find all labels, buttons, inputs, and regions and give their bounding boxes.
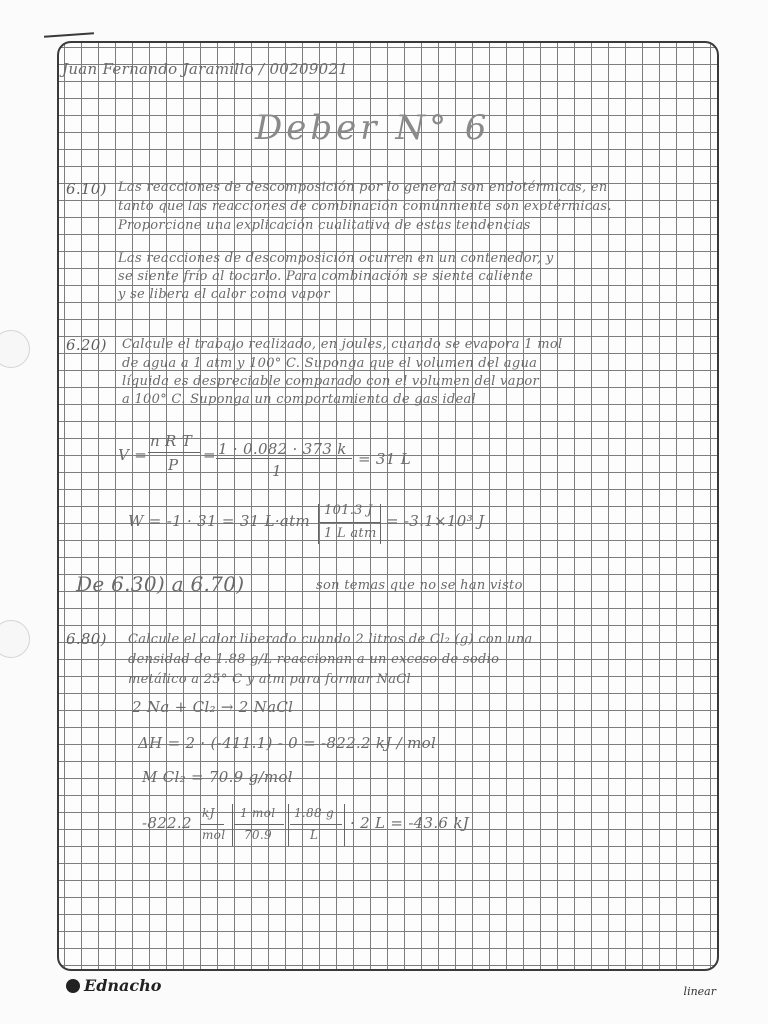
conversion-bar	[288, 804, 289, 846]
answer-text-line: y se libera el calor como vapor	[118, 287, 330, 302]
equals-sign: =	[203, 446, 216, 464]
fraction-bar	[318, 522, 380, 523]
problem-text-line: líquida es despreciable comparado con el volumen del vapor	[122, 374, 540, 389]
page-title: Deber N° 6	[255, 108, 491, 148]
fraction-bar	[216, 458, 352, 459]
conversion-bar	[344, 804, 345, 846]
equation-result: = -3.1×10³ J	[386, 512, 485, 530]
note-range: De 6.30) a 6.70)	[76, 572, 245, 596]
enthalpy-calc: ΔH = 2 · (-411.1) - 0 = -822.2 kJ / mol	[138, 734, 437, 752]
reaction-equation: 2 Na + Cl₂ → 2 NaCl	[132, 698, 294, 716]
conversion-bar	[318, 504, 319, 544]
conversion-bar	[380, 504, 381, 544]
brand-name: Ednacho	[84, 976, 162, 995]
calc-value: -822.2	[142, 814, 192, 832]
answer-text-line: se siente frío al tocarlo. Para combinación se siente caliente	[118, 269, 534, 284]
fraction-denominator: 1 L atm	[324, 526, 377, 541]
pen-mark	[44, 32, 94, 37]
fraction-numerator: n R T	[150, 432, 192, 450]
molar-mass: M Cl₂ = 70.9 g/mol	[142, 768, 293, 786]
problem-text-line: Proporcione una explicación cualitativa de estas tendencias	[118, 218, 531, 233]
fraction-denominator: L	[310, 828, 319, 842]
problem-text-line: Las reacciones de descomposición por lo general son endotérmicas, en	[118, 180, 608, 195]
problem-text-line: a 100° C. Suponga un comportamiento de gas ideal	[122, 392, 476, 407]
fraction-numerator: kJ	[202, 806, 215, 820]
punch-hole	[0, 620, 30, 658]
fraction-bar	[148, 452, 200, 453]
fraction-numerator: 1 · 0.082 · 373 k	[218, 440, 347, 458]
problem-text-line: densidad de 1.88 g/L reaccionan a un exceso de sodio	[128, 652, 500, 667]
equation-lhs: W = -1 · 31 = 31 L·atm	[128, 512, 311, 530]
fraction-denominator: mol	[202, 828, 226, 842]
problem-number: 6.10)	[66, 180, 107, 198]
fraction-numerator: 1 mol	[240, 806, 276, 820]
student-name: Juan Fernando Jaramillo / 00209021	[62, 60, 349, 78]
problem-number: 6.20)	[66, 336, 107, 354]
problem-text-line: de agua a 1 atm y 100° C. Suponga que el volumen del agua	[122, 356, 538, 371]
fraction-numerator: 1.88 g	[294, 806, 335, 820]
equation-lhs: V =	[118, 446, 148, 464]
fraction-denominator: 70.9	[244, 828, 272, 842]
fraction-denominator: P	[168, 456, 179, 474]
fraction-numerator: 101.3 J	[324, 503, 373, 518]
answer-text-line: Las reacciones de descomposición ocurren en un contenedor, y	[118, 251, 554, 266]
equation-result: = 31 L	[358, 450, 411, 468]
problem-number: 6.80)	[66, 630, 107, 648]
brand-right: linear	[683, 985, 716, 998]
conversion-bar	[232, 804, 233, 846]
punch-hole	[0, 330, 30, 368]
brand-logo	[66, 976, 161, 995]
fraction-bar	[234, 824, 284, 825]
problem-text-line: metálico a 25° C y atm para formar NaCl	[128, 672, 411, 687]
problem-text-line: Calcule el calor liberado cuando 2 litros de Cl₂ (g) con una	[128, 632, 533, 647]
problem-text-line: tanto que las reacciones de combinación comúnmente son exotérmicas.	[118, 199, 612, 214]
calc-result: · 2 L = -43.6 kJ	[350, 814, 470, 832]
fraction-bar	[290, 824, 342, 825]
note-text: son temas que no se han visto	[316, 578, 523, 593]
problem-text-line: Calcule el trabajo realizado, en joules, cuando se evapora 1 mol	[122, 337, 563, 352]
brand-mark-icon	[66, 979, 80, 993]
fraction-bar	[200, 824, 224, 825]
fraction-denominator: 1	[272, 462, 282, 480]
